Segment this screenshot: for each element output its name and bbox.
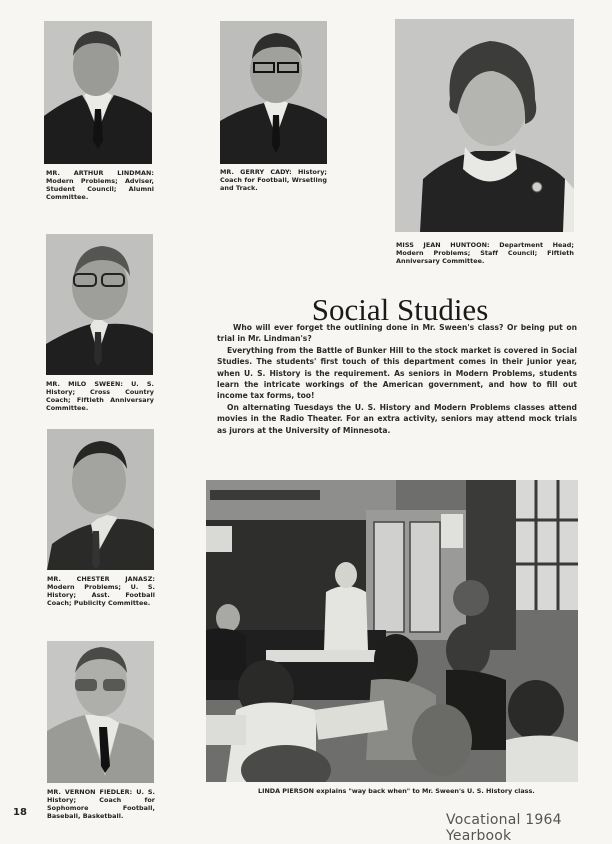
page-number: 18: [13, 807, 27, 818]
article-paragraph: Everything from the Battle of Bunker Hill to the stock market is covered in Social Studies. The students' first touch of this department comes in their junior year, when U. S. History is the requirement. As seniors in Modern Problems, students learn the intricate workings of the American government, and how to fill out income tax forms, too!: [217, 345, 577, 401]
portrait-vernon-fiedler: [47, 641, 154, 783]
portrait-milo-sween: [46, 234, 153, 375]
faculty-name: MR. VERNON FIEDLER:: [47, 788, 133, 796]
classroom-caption: LINDA PIERSON explains "way back when" to Mr. Sween's U. S. History class.: [258, 787, 535, 795]
article-body: [217, 322, 577, 436]
portrait-gerry-cady: [220, 21, 327, 164]
portrait-arthur-lindman: [44, 21, 152, 164]
faculty-name: MR. CHESTER JANASZ:: [47, 575, 155, 583]
faculty-role: Modern Problems; Adviser, Student Council; Alumni Committee.: [46, 177, 154, 201]
caption-arthur-lindman: [46, 169, 154, 201]
faculty-name: MISS JEAN HUNTOON:: [396, 241, 490, 249]
classroom-photo: [206, 480, 578, 782]
caption-chester-janasz: [47, 575, 155, 607]
section-title: Social Studies: [311, 292, 489, 327]
faculty-role: History; Coach for Football, Wrsetling and Track.: [220, 168, 328, 192]
watermark: Vocational 1964 Yearbook: [446, 812, 562, 844]
caption-jean-huntoon: [396, 241, 574, 265]
caption-milo-sween: [46, 380, 154, 412]
portrait-chester-janasz: [47, 429, 154, 570]
article-paragraph: Who will ever forget the outlining done in Mr. Sween's class? Or being put on trial in Mr. Lindman's?: [217, 323, 577, 344]
faculty-name: MR. MILO SWEEN:: [46, 380, 123, 388]
article-paragraph: On alternating Tuesdays the U. S. History and Modern Problems classes attend movies in the Radio Theater. For an extra activity, seniors may attend mock trials as jurors at the University of Minnesota.: [217, 402, 577, 435]
faculty-role: U. S. History; Coach for Sophomore Football, Baseball, Basketball.: [47, 788, 156, 820]
portrait-jean-huntoon: [395, 19, 574, 232]
faculty-role: Modern Problems; U. S. History; Asst. Football Coach; Publicity Committee.: [47, 583, 155, 607]
faculty-role: Department Head; Modern Problems; Staff Council; Fiftieth Anniversary Committee.: [396, 241, 575, 265]
faculty-name: MR. GERRY CADY:: [220, 168, 292, 176]
caption-gerry-cady: [220, 168, 327, 192]
caption-vernon-fiedler: [47, 788, 155, 820]
faculty-role: U. S. History; Cross Country Coach; Fiftieth Anniversary Committee.: [46, 380, 155, 412]
faculty-name: MR. ARTHUR LINDMAN:: [46, 169, 154, 177]
